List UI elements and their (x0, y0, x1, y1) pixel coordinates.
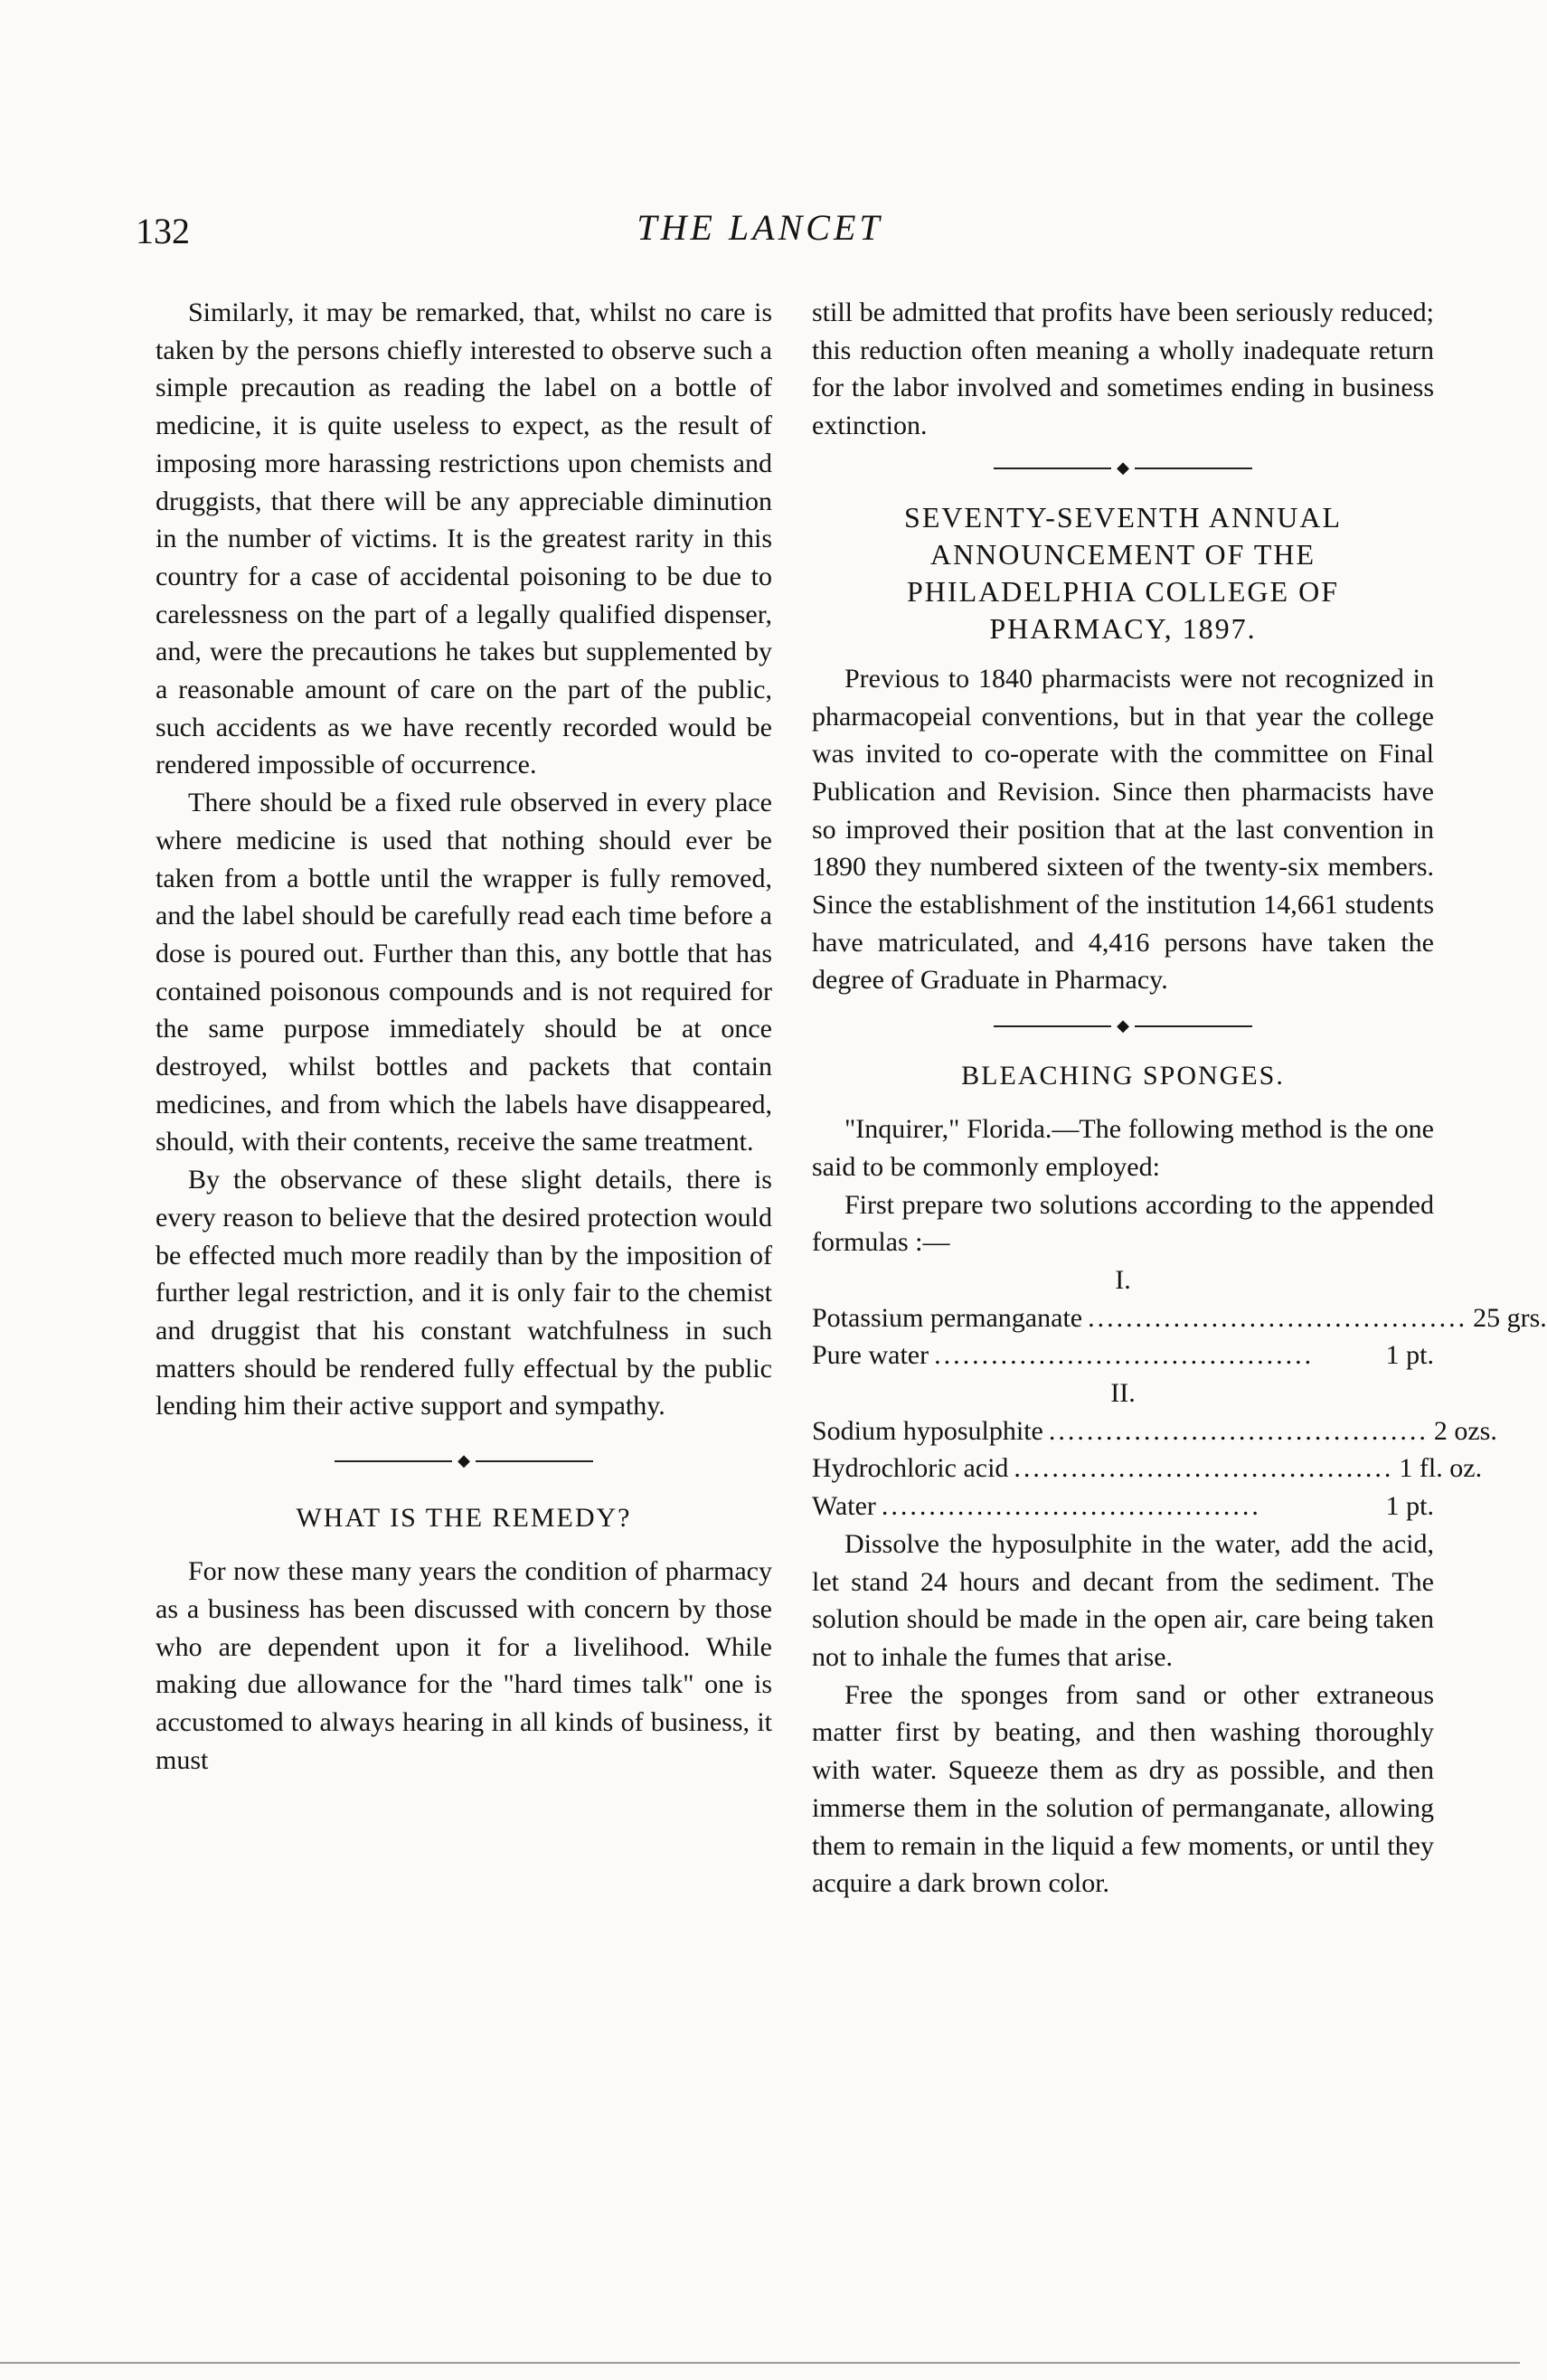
formula-row (812, 1412, 1497, 1450)
right-column (812, 294, 1547, 1903)
page-bottom-edge (0, 2362, 1520, 2364)
formula-item: Potassium permanganate (812, 1302, 1083, 1333)
dot-leader: ........................................ (1048, 1415, 1429, 1446)
paragraph-continuation: still be admitted that profits have been seriously reduced; this reduction often meaning a wholly inadequate return for the labor involved and sometimes ending in business extinction. (812, 298, 1434, 441)
section-heading-sponges: BLEACHING SPONGES. (961, 1061, 1285, 1091)
paragraph: Previous to 1840 pharmacists were not recognized in pharmacopeial conventions, but in that year the college was invited to co-operate with the committee on Final Publication and Revision. Since then pharmacists have so improved their position that at the last convention in 1890 they numbered sixteen of the twenty-six members. Since the establishment of the institution 14,661 students have matriculated, and 4,416 persons have taken the degree of Graduate in Pharmacy. (812, 663, 1434, 996)
paragraph: Dissolve the hyposulphite in the water, add the acid, let stand 24 hours and decant from the sediment. The solution should be made in the open air, care being taken not to inhale the fumes that arise. (812, 1528, 1434, 1672)
paragraph: Free the sponges from sand or other extraneous matter first by beating, and then washing thoroughly with water. Squeeze them as dry as possible, and then immerse them in the solution of permanganate, allowing them to remain in the liquid a few moments, or until they acquire a dark brown color. (812, 1679, 1434, 1899)
formula-amount: 2 ozs. (1433, 1415, 1497, 1446)
formula-table-1 (812, 1299, 1547, 1374)
formula-item: Hydrochloric acid (812, 1453, 1009, 1484)
formula-amount: 1 pt. (1385, 1340, 1434, 1371)
paragraph: First prepare two solutions according to the appended formulas :— (812, 1189, 1434, 1258)
section-divider: ◆ (812, 454, 1434, 483)
formula-amount: 1 fl. oz. (1399, 1453, 1483, 1484)
formula-row (812, 1450, 1483, 1488)
page-number: 132 (136, 211, 190, 251)
paragraph: For now these many years the condition of pharmacy as a business has been discussed with concern by those who are dependent upon it for a livelihood. While making due allowance for the "hard times talk" one is accustomed to always hearing in all kinds of business, it must (156, 1556, 772, 1775)
formula-item: Water (812, 1491, 876, 1522)
formula-table-2 (812, 1412, 1497, 1525)
paragraph: Similarly, it may be remarked, that, whilst no care is taken by the persons chiefly interested to observe such a simple precaution as reading the label on a bottle of medicine, it is quite useless to expect, as the result of imposing more harassing restrictions upon chemists and druggists, that there will be any appreciable diminution in the number of victims. It is the greatest rarity in this country for a case of accidental poisoning to be due to carelessness on the part of a legally qualified dispenser, and, were the precautions he takes but supplemented by a reasonable amount of care on the part of the public, such accidents as we have recently recorded would be rendered impossible of occurrence. (156, 298, 772, 780)
section-divider: ◆ (812, 1012, 1434, 1041)
formula-item: Pure water (812, 1340, 929, 1371)
formula-item: Sodium hyposulphite (812, 1415, 1043, 1446)
formula-row (812, 1336, 1434, 1374)
left-column (156, 294, 772, 1779)
formula-row (812, 1488, 1434, 1525)
dot-leader: ........................................ (1014, 1453, 1394, 1484)
dot-leader: ........................................ (881, 1491, 1261, 1522)
formula-row (812, 1299, 1547, 1337)
section-heading-announcement: SEVENTY-SEVENTH ANNUAL ANNOUNCEMENT OF THE PHILADELPHIA COLLEGE OF PHARMACY, 1897. (904, 500, 1342, 645)
section-divider: ◆ (156, 1447, 772, 1476)
formula-amount: 1 pt. (1385, 1491, 1434, 1522)
dot-leader: ........................................ (1088, 1302, 1468, 1333)
paragraph: "Inquirer," Florida.—The following method is the one said to be commonly employed: (812, 1114, 1434, 1182)
paragraph: There should be a fixed rule observed in every place where medicine is used that nothing should ever be taken from a bottle until the wrapper is fully removed, and the label should be carefully read each time before a dose is poured out. Further than this, any bottle that has contained poisonous compounds and is not required for the same purpose immediately should be at once destroyed, whilst bottles and packets that contain medicines, and from which the labels have disappeared, should, with their contents, receive the same treatment. (156, 788, 772, 1157)
formula-label: I. (1115, 1264, 1131, 1295)
formula-amount: 25 grs. (1473, 1302, 1547, 1333)
dot-leader: ........................................ (934, 1340, 1315, 1371)
running-head: THE LANCET (637, 207, 883, 248)
paragraph: By the observance of these slight details, there is every reason to believe that the desired protection would be effected much more readily than by the imposition of further legal restriction, and it is only fair to the chemist and druggist that his constant watchfulness in such matters should be rendered fully effectual by the public lending him their active support and sympathy. (156, 1165, 772, 1421)
formula-label: II. (1110, 1378, 1136, 1409)
section-heading-remedy: WHAT IS THE REMEDY? (296, 1503, 632, 1534)
